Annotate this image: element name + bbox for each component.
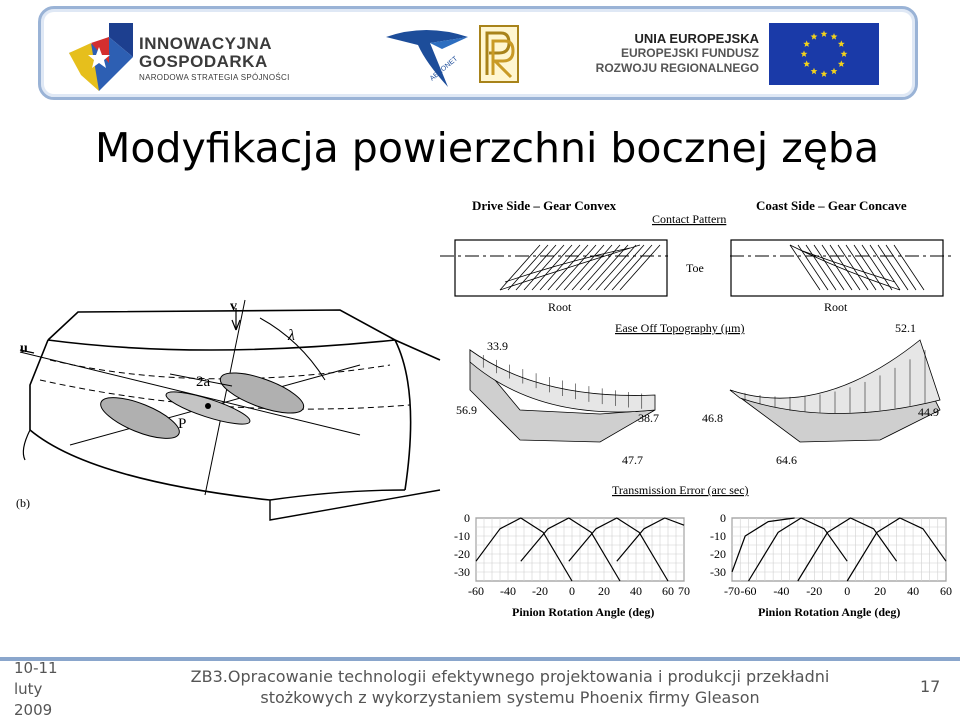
- contact-hatch-line: [572, 245, 612, 290]
- contact-hatch-line: [798, 245, 828, 290]
- te-xtick-label: 0: [844, 584, 851, 598]
- contact-hatch-line: [524, 245, 564, 290]
- contact-hatch-line: [870, 245, 900, 290]
- te-chart-left: [454, 511, 690, 598]
- toe-label: Toe: [686, 261, 704, 275]
- footer-date: [14, 658, 58, 721]
- contact-hatch-line: [596, 245, 636, 290]
- te-xtick-label: -40: [500, 584, 516, 598]
- label-v: v: [230, 299, 237, 314]
- contact-hatch-line: [588, 245, 628, 290]
- label-u: u: [20, 341, 28, 356]
- footer-text-line1: ZB3.Opracowanie technologii efektywnego projektowania i produkcji przekładni: [190, 667, 830, 686]
- contact-hatch-line: [838, 245, 868, 290]
- te-xtick-label: -40: [773, 584, 790, 598]
- eu-text: [569, 31, 759, 76]
- te-xtick-label: 40: [907, 584, 920, 598]
- pr-logo: [479, 25, 519, 83]
- footer-text-line2: stożkowych z wykorzystaniem systemu Phoenix firmy Gleason: [260, 688, 760, 707]
- page-number: 17: [920, 677, 941, 696]
- innowacyjna-gospodarka-logo: [69, 23, 133, 91]
- transmission-error-title: Transmission Error (arc sec): [612, 483, 749, 497]
- footer-divider: [0, 657, 960, 661]
- footer-project-text: [170, 666, 850, 708]
- eo-right-right: 44.9: [918, 405, 939, 419]
- te-ytick-label: -30: [454, 565, 470, 579]
- contact-hatch-line: [886, 245, 916, 290]
- coast-side-title: Coast Side – Gear Concave: [756, 198, 907, 213]
- eo-right-bottom: 64.6: [776, 453, 797, 467]
- eo-left-bottom: 47.7: [622, 453, 643, 467]
- header-banner: [38, 6, 918, 100]
- ease-off-surface-right: [730, 340, 940, 442]
- pinion-angle-label-left: Pinion Rotation Angle (deg): [512, 605, 655, 619]
- contact-hatch-line: [878, 245, 908, 290]
- te-ytick-label: -20: [454, 547, 470, 561]
- contact-pattern-left: [500, 245, 660, 290]
- te-ytick-label: -10: [454, 529, 470, 543]
- te-xtick-label: 60: [662, 584, 674, 598]
- te-xtick-label: 0: [569, 584, 575, 598]
- eu-line3: ROZWOJU REGIONALNEGO: [595, 61, 759, 75]
- te-xtick-label: 20: [598, 584, 610, 598]
- footer-date-line2: luty: [14, 680, 43, 698]
- eo-right-top: 52.1: [895, 321, 916, 335]
- ig-line1: INNOWACYJNA: [139, 34, 273, 53]
- contact-hatch-line: [556, 245, 596, 290]
- te-xtick-label: -20: [806, 584, 823, 598]
- contact-hatch-line: [894, 245, 924, 290]
- te-ytick-label: 0: [464, 511, 470, 525]
- contact-hatch-line: [620, 245, 660, 290]
- te-xtick-label: -20: [532, 584, 548, 598]
- te-xtick-label: 70: [678, 584, 690, 598]
- te-ytick-label: -20: [710, 547, 726, 561]
- root-label-right: Root: [824, 300, 848, 314]
- eo-left-left: 56.9: [456, 403, 477, 417]
- te-xtick-label: 40: [630, 584, 642, 598]
- point-p-marker: [205, 403, 211, 409]
- innowacyjna-gospodarka-text: [139, 35, 290, 82]
- label-b: (b): [16, 496, 30, 510]
- footer-date-line3: 2009: [14, 701, 53, 719]
- contact-pattern-title: Contact Pattern: [652, 212, 727, 226]
- ease-off-title: Ease Off Topography (μm): [615, 321, 745, 335]
- te-chart-right: [710, 511, 952, 598]
- footer-date-line1: 10-11: [14, 659, 58, 677]
- te-xtick-label: 60: [940, 584, 952, 598]
- contact-pattern-right: [790, 245, 924, 290]
- eo-right-left: 46.8: [702, 411, 723, 425]
- root-label-left: Root: [548, 300, 572, 314]
- ig-line2: GOSPODARKA: [139, 52, 268, 71]
- te-ytick-label: 0: [720, 511, 726, 525]
- label-p: P: [178, 416, 187, 432]
- label-2a: 2a: [196, 374, 211, 390]
- te-xtick-label: -70: [724, 584, 740, 598]
- eo-left-top: 33.9: [487, 339, 508, 353]
- label-lambda: λ: [288, 327, 295, 344]
- te-xtick-label: -60: [740, 584, 757, 598]
- eu-line2: EUROPEJSKI FUNDUSZ: [620, 46, 759, 60]
- page-title: Modyfikacja powierzchni bocznej zęba: [95, 124, 880, 172]
- ig-line3: NARODOWA STRATEGIA SPÓJNOŚCI: [139, 73, 290, 82]
- contact-hatch-line: [604, 245, 644, 290]
- gear-figure: [0, 190, 960, 630]
- tooth-surface-drawing: [20, 300, 440, 520]
- aeronet-logo: [386, 23, 468, 89]
- aeronet-label: AERONET: [428, 55, 460, 83]
- eu-flag-icon: [769, 23, 879, 85]
- te-ytick-label: -10: [710, 529, 726, 543]
- contact-hatch-line: [830, 245, 860, 290]
- contact-hatch-line: [806, 245, 836, 290]
- te-ytick-label: -30: [710, 565, 726, 579]
- te-xtick-label: 20: [874, 584, 887, 598]
- eo-left-right: 38.7: [638, 411, 659, 425]
- pinion-angle-label-right: Pinion Rotation Angle (deg): [758, 605, 901, 619]
- contact-hatch-line: [508, 245, 548, 290]
- drive-side-title: Drive Side – Gear Convex: [472, 198, 617, 213]
- ease-off-surface-left: [470, 350, 655, 442]
- te-xtick-label: -60: [468, 584, 484, 598]
- contact-hatch-line: [540, 245, 580, 290]
- contact-hatch-line: [862, 245, 892, 290]
- contact-hatch-line: [822, 245, 852, 290]
- eu-line1: UNIA EUROPEJSKA: [634, 31, 759, 46]
